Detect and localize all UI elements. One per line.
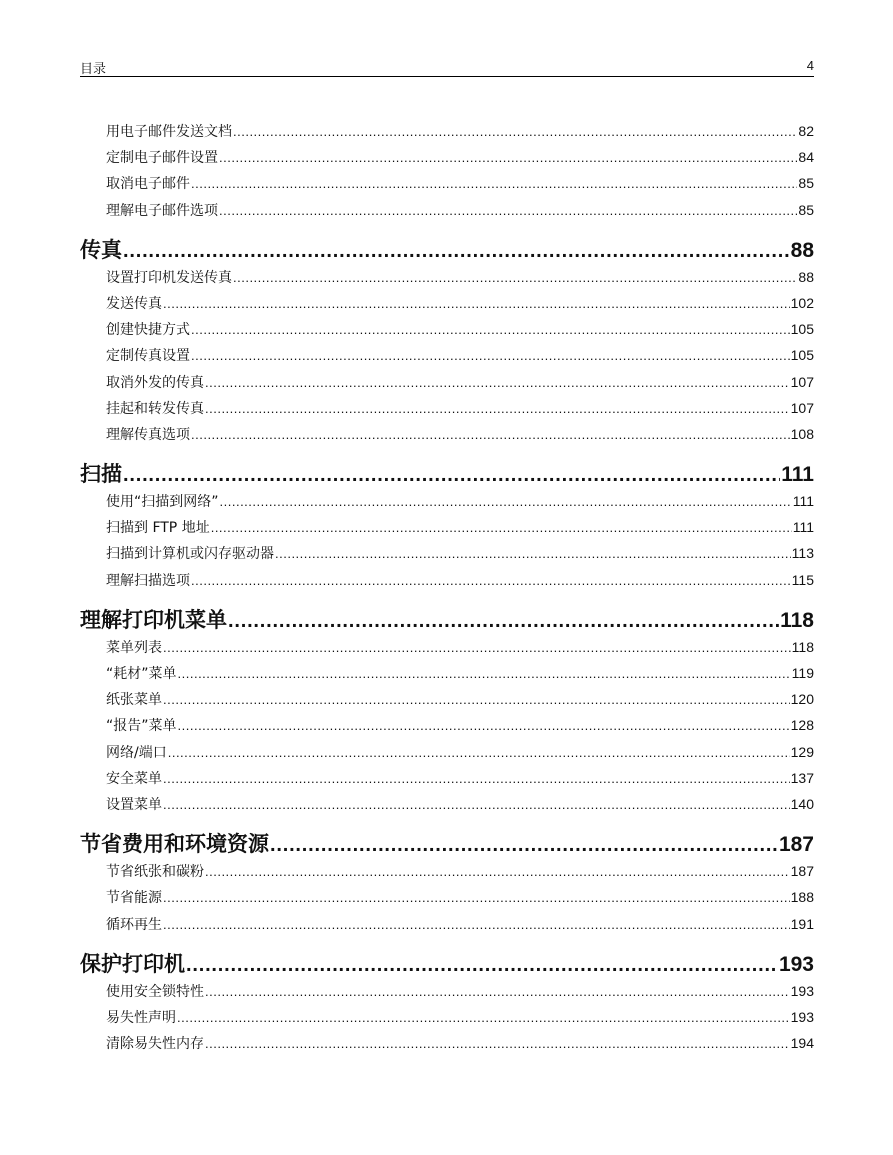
entry-title: 定制电子邮件设置 <box>106 150 218 167</box>
page-number: 85 <box>798 175 814 192</box>
toc-entry-link[interactable] <box>80 514 814 540</box>
page-number: 111 <box>781 463 814 487</box>
entry-title: 取消电子邮件 <box>106 176 190 193</box>
toc-entry-link[interactable] <box>80 660 814 686</box>
toc-entry-link[interactable] <box>80 1004 814 1030</box>
toc-entry-link[interactable] <box>80 488 814 514</box>
page-number: 107 <box>790 399 814 416</box>
toc-entry-link[interactable] <box>80 978 814 1004</box>
page-number: 85 <box>798 201 814 218</box>
toc-chapter-link[interactable] <box>80 237 814 263</box>
entry-title: 设置菜单 <box>106 796 162 813</box>
chapter-title: 理解打印机菜单 <box>80 607 227 632</box>
dot-leader <box>233 119 797 144</box>
page-number: 120 <box>790 691 814 708</box>
page-number: 105 <box>790 321 814 338</box>
page-number: 193 <box>778 952 814 976</box>
page-number: 187 <box>778 833 814 857</box>
header-page-number: 4 <box>806 58 814 73</box>
chapter-title: 传真 <box>80 237 122 262</box>
dot-leader <box>191 568 791 593</box>
dot-leader <box>233 265 797 290</box>
page-number: 194 <box>790 1035 814 1052</box>
entry-title: “耗材”菜单 <box>106 666 177 682</box>
page-number: 191 <box>790 915 814 932</box>
dot-leader <box>163 912 790 937</box>
page-number: 113 <box>791 545 814 562</box>
page-number: 111 <box>792 493 814 510</box>
entry-title: “报告”菜单 <box>106 718 177 735</box>
toc-entry-link[interactable] <box>80 686 814 712</box>
toc-entry-link[interactable] <box>80 369 814 395</box>
dot-leader <box>191 317 790 342</box>
toc-entry-link[interactable] <box>80 858 814 884</box>
chapter-title: 节省费用和环境资源 <box>80 832 269 857</box>
dot-leader <box>228 608 779 633</box>
table-of-contents <box>80 118 814 1056</box>
toc-entry-link[interactable] <box>80 421 814 447</box>
dot-leader <box>205 370 790 395</box>
page-number: 111 <box>792 519 814 536</box>
dot-leader <box>163 635 791 660</box>
dot-leader <box>191 343 790 368</box>
page-number: 88 <box>798 268 814 285</box>
dot-leader <box>163 885 790 910</box>
toc-entry-link[interactable] <box>80 342 814 368</box>
entry-title: 设置打印机发送传真 <box>106 269 232 286</box>
entry-title: 用电子邮件发送文档 <box>106 124 232 140</box>
toc-entry-link[interactable] <box>80 1030 814 1056</box>
entry-title: 循环再生 <box>106 916 162 933</box>
dot-leader <box>163 792 790 817</box>
header-title: 目录 <box>80 62 107 77</box>
page-number: 187 <box>790 863 814 880</box>
entry-title: 清除易失性内存 <box>106 1036 204 1053</box>
entry-title: 节省纸张和碳粉 <box>106 864 204 881</box>
dot-leader <box>205 859 790 884</box>
entry-title: 发送传真 <box>106 295 162 312</box>
entry-title: 菜单列表 <box>106 639 162 656</box>
toc-entry-link[interactable] <box>80 395 814 421</box>
toc-entry-link[interactable] <box>80 712 814 738</box>
dot-leader <box>191 171 797 196</box>
toc-entry-link[interactable] <box>80 567 814 593</box>
page-number: 105 <box>790 347 814 364</box>
dot-leader <box>177 1005 790 1030</box>
dot-leader <box>168 740 790 765</box>
dot-leader <box>163 291 790 316</box>
toc-chapter-link[interactable] <box>80 607 814 633</box>
dot-leader <box>191 422 790 447</box>
entry-title: 纸张菜单 <box>106 692 162 709</box>
toc-entry-link[interactable] <box>80 264 814 290</box>
page-header <box>80 56 814 77</box>
toc-chapter-link[interactable] <box>80 951 814 977</box>
page-number: 137 <box>790 769 814 786</box>
entry-title: 网络/端口 <box>106 744 167 761</box>
dot-leader <box>123 238 790 263</box>
dot-leader <box>270 832 778 857</box>
entry-title: 挂起和转发传真 <box>106 400 204 417</box>
dot-leader <box>163 687 790 712</box>
dot-leader <box>275 541 791 566</box>
toc-entry-link[interactable] <box>80 118 814 144</box>
entry-title: 理解传真选项 <box>106 426 190 443</box>
toc-chapter-link[interactable] <box>80 831 814 857</box>
dot-leader <box>220 489 792 514</box>
toc-entry-link[interactable] <box>80 791 814 817</box>
entry-title: 扫描到计算机或闪存驱动器 <box>106 546 274 563</box>
dot-leader <box>123 462 780 487</box>
dot-leader <box>163 766 790 791</box>
dot-leader <box>205 979 790 1004</box>
page-number: 140 <box>790 795 814 812</box>
page-number: 115 <box>791 571 814 588</box>
dot-leader <box>219 145 797 170</box>
entry-title: 易失性声明 <box>106 1009 176 1026</box>
dot-leader <box>205 396 790 421</box>
toc-entry-link[interactable] <box>80 144 814 170</box>
entry-title: 节省能源 <box>106 890 162 907</box>
page-number: 118 <box>791 638 814 655</box>
dot-leader <box>211 515 792 540</box>
page-number: 118 <box>780 608 814 632</box>
toc-entry-link[interactable] <box>80 911 814 937</box>
dot-leader <box>178 661 791 686</box>
page-number: 129 <box>790 743 814 760</box>
dot-leader <box>219 198 797 223</box>
toc-entry-link[interactable] <box>80 197 814 223</box>
page-number: 84 <box>798 149 814 166</box>
toc-entry-link[interactable] <box>80 170 814 196</box>
page-number: 108 <box>790 425 814 442</box>
page-number: 128 <box>790 717 814 734</box>
chapter-title: 扫描 <box>80 462 122 487</box>
page-number: 82 <box>798 123 814 139</box>
page-number: 193 <box>790 982 814 999</box>
entry-title: 扫描到 FTP 地址 <box>106 520 210 537</box>
chapter-title: 保护打印机 <box>80 951 185 976</box>
entry-title: 取消外发的传真 <box>106 374 204 391</box>
page-number: 119 <box>791 665 814 681</box>
toc-entry-link[interactable] <box>80 884 814 910</box>
page-number: 107 <box>790 373 814 390</box>
toc-entry-link[interactable] <box>80 634 814 660</box>
entry-title: 创建快捷方式 <box>106 322 190 339</box>
toc-entry-link[interactable] <box>80 739 814 765</box>
entry-title: 定制传真设置 <box>106 348 190 365</box>
dot-leader <box>178 713 790 738</box>
entry-title: 理解扫描选项 <box>106 572 190 589</box>
toc-entry-link[interactable] <box>80 765 814 791</box>
entry-title: 安全菜单 <box>106 770 162 787</box>
page-number: 88 <box>790 238 814 262</box>
dot-leader <box>186 952 778 977</box>
toc-entry-link[interactable] <box>80 540 814 566</box>
dot-leader <box>205 1031 790 1056</box>
page-number: 193 <box>790 1008 814 1025</box>
toc-entry-link[interactable] <box>80 316 814 342</box>
page-number: 188 <box>790 889 814 906</box>
toc-entry-link[interactable] <box>80 290 814 316</box>
entry-title: 使用“扫描到网络” <box>106 494 219 511</box>
toc-chapter-link[interactable] <box>80 461 814 487</box>
entry-title: 理解电子邮件选项 <box>106 202 218 219</box>
page-number: 102 <box>790 294 814 311</box>
entry-title: 使用安全锁特性 <box>106 983 204 1000</box>
